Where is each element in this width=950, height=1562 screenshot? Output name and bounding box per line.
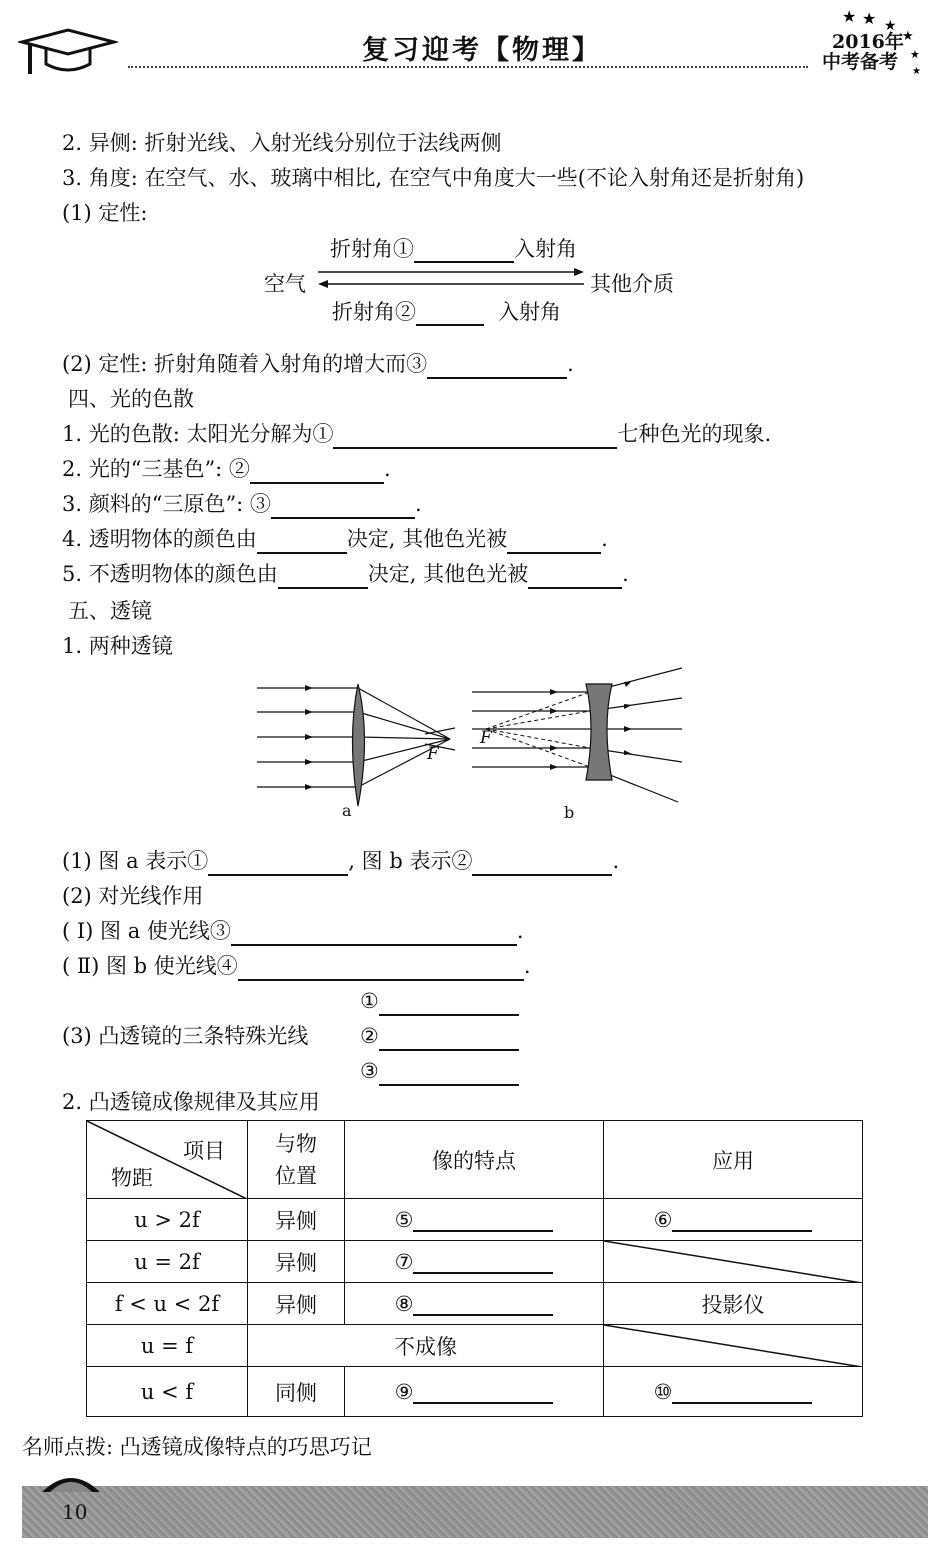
text-line: 3. 颜料的“三原色”: ③ . (62, 489, 422, 519)
figure-label-a: a (342, 801, 352, 820)
answer-blank[interactable] (231, 922, 517, 946)
special-ray-2: ② (360, 1021, 519, 1051)
refraction-arrows (316, 266, 588, 292)
text-line: (3) 凸透镜的三条特殊光线 (62, 1024, 309, 1048)
image-cell: ⑤ (345, 1199, 604, 1241)
header-distance: 物距 (111, 1166, 153, 1190)
text-line: 2. 凸透镜成像规律及其应用 (62, 1090, 320, 1114)
position-cell: 异侧 (248, 1283, 345, 1325)
text-line: 2. 光的“三基色”: ② . (62, 454, 391, 484)
text-line: (2) 定性: 折射角随着入射角的增大而③ . (62, 349, 574, 379)
page-header-title: 复习迎考【物理】 (362, 35, 602, 66)
section-heading: 四、光的色散 (68, 387, 194, 411)
page-footer-band (22, 1486, 928, 1538)
answer-blank[interactable] (333, 425, 617, 449)
text-line: (1) 图 a 表示① , 图 b 表示② . (62, 846, 619, 876)
header-application: 应用 (604, 1121, 863, 1199)
focus-label: F (427, 744, 439, 764)
header-year: 2016年 (832, 31, 904, 53)
answer-blank[interactable] (413, 1294, 553, 1316)
answer-blank[interactable] (379, 1062, 519, 1086)
image-cell: ⑧ (345, 1283, 604, 1325)
distance-cell: u > 2f (87, 1199, 248, 1241)
answer-blank[interactable] (379, 1027, 519, 1051)
focus-label: F (480, 728, 492, 748)
text-line: (2) 对光线作用 (62, 884, 204, 908)
answer-blank[interactable] (413, 1382, 553, 1404)
svg-text:★: ★ (910, 48, 920, 61)
answer-blank[interactable] (238, 957, 524, 981)
table-header-row (87, 1121, 863, 1199)
svg-text:★: ★ (902, 29, 914, 44)
table-row (87, 1367, 863, 1417)
header-item: 项目 (183, 1139, 225, 1163)
answer-blank[interactable] (379, 992, 519, 1016)
answer-blank[interactable] (413, 1210, 553, 1232)
graduation-cap-icon (18, 26, 118, 78)
answer-blank[interactable] (528, 565, 622, 589)
diagram-left-label: 空气 (264, 272, 306, 296)
answer-blank[interactable] (250, 460, 384, 484)
application-cell-empty (604, 1325, 863, 1367)
answer-blank[interactable] (507, 530, 601, 554)
answer-blank[interactable] (472, 852, 612, 876)
text-line: 1. 光的色散: 太阳光分解为① 七种色光的现象. (62, 419, 771, 449)
header-divider (128, 66, 808, 68)
answer-blank[interactable] (416, 302, 484, 326)
diagram-right-label: 其他介质 (590, 272, 674, 296)
application-cell-empty (604, 1241, 863, 1283)
text-line: 4. 透明物体的颜色由 决定, 其他色光被 . (62, 524, 608, 554)
text-line: (1) 定性: (62, 201, 148, 225)
text-line: 2. 异侧: 折射光线、入射光线分别位于法线两侧 (62, 131, 502, 155)
table-row (87, 1241, 863, 1283)
answer-blank[interactable] (672, 1210, 812, 1232)
svg-text:★: ★ (884, 18, 897, 34)
header-subtitle: 中考备考 (822, 51, 899, 73)
answer-blank[interactable] (278, 565, 368, 589)
answer-blank[interactable] (427, 355, 567, 379)
diagram-top-label: 折射角① 入射角 (330, 237, 577, 261)
table-row (87, 1283, 863, 1325)
table-row (87, 1199, 863, 1241)
no-image-cell: 不成像 (248, 1325, 604, 1367)
imaging-rules-table (86, 1120, 863, 1417)
svg-text:★: ★ (842, 7, 857, 26)
figure-label-b: b (564, 803, 575, 822)
diagram-bottom-label: 折射角② 入射角 (332, 300, 561, 324)
svg-text:★: ★ (862, 9, 877, 28)
text-line: 1. 两种透镜 (62, 634, 173, 658)
text-line: ( Ⅰ) 图 a 使光线③ . (62, 916, 524, 946)
distance-cell: u < f (87, 1367, 248, 1417)
table-row (87, 1325, 863, 1367)
position-cell: 异侧 (248, 1241, 345, 1283)
header-position: 与物位置 (248, 1121, 345, 1199)
application-cell: 投影仪 (604, 1283, 863, 1325)
position-cell: 异侧 (248, 1199, 345, 1241)
answer-blank[interactable] (208, 852, 348, 876)
image-cell: ⑦ (345, 1241, 604, 1283)
distance-cell: f < u < 2f (87, 1283, 248, 1325)
concave-lens-figure (468, 664, 688, 809)
special-ray-1: ① (360, 986, 519, 1016)
application-cell: ⑥ (604, 1199, 863, 1241)
application-cell: ⑩ (604, 1367, 863, 1417)
teacher-tip: 名师点拨: 凸透镜成像特点的巧思巧记 (22, 1435, 372, 1459)
answer-blank[interactable] (413, 1252, 553, 1274)
header-year-badge (822, 31, 904, 73)
position-cell: 同侧 (248, 1367, 345, 1417)
answer-blank[interactable] (672, 1382, 812, 1404)
image-cell: ⑨ (345, 1367, 604, 1417)
footer-emblem-icon (38, 1470, 104, 1492)
text-line: ( Ⅱ) 图 b 使光线④ . (62, 951, 531, 981)
text-line: 3. 角度: 在空气、水、玻璃中相比, 在空气中角度大一些(不论入射角还是折射角) (62, 166, 805, 190)
text-line: 5. 不透明物体的颜色由 决定, 其他色光被 . (62, 559, 629, 589)
svg-text:★: ★ (912, 66, 921, 76)
distance-cell: u = f (87, 1325, 248, 1367)
page-number: 10 (62, 1500, 88, 1524)
diagonal-header-cell (87, 1121, 248, 1199)
answer-blank[interactable] (271, 495, 415, 519)
header-image: 像的特点 (345, 1121, 604, 1199)
section-heading: 五、透镜 (68, 599, 152, 623)
answer-blank[interactable] (414, 239, 514, 263)
answer-blank[interactable] (257, 530, 347, 554)
special-ray-3: ③ (360, 1056, 519, 1086)
distance-cell: u = 2f (87, 1241, 248, 1283)
